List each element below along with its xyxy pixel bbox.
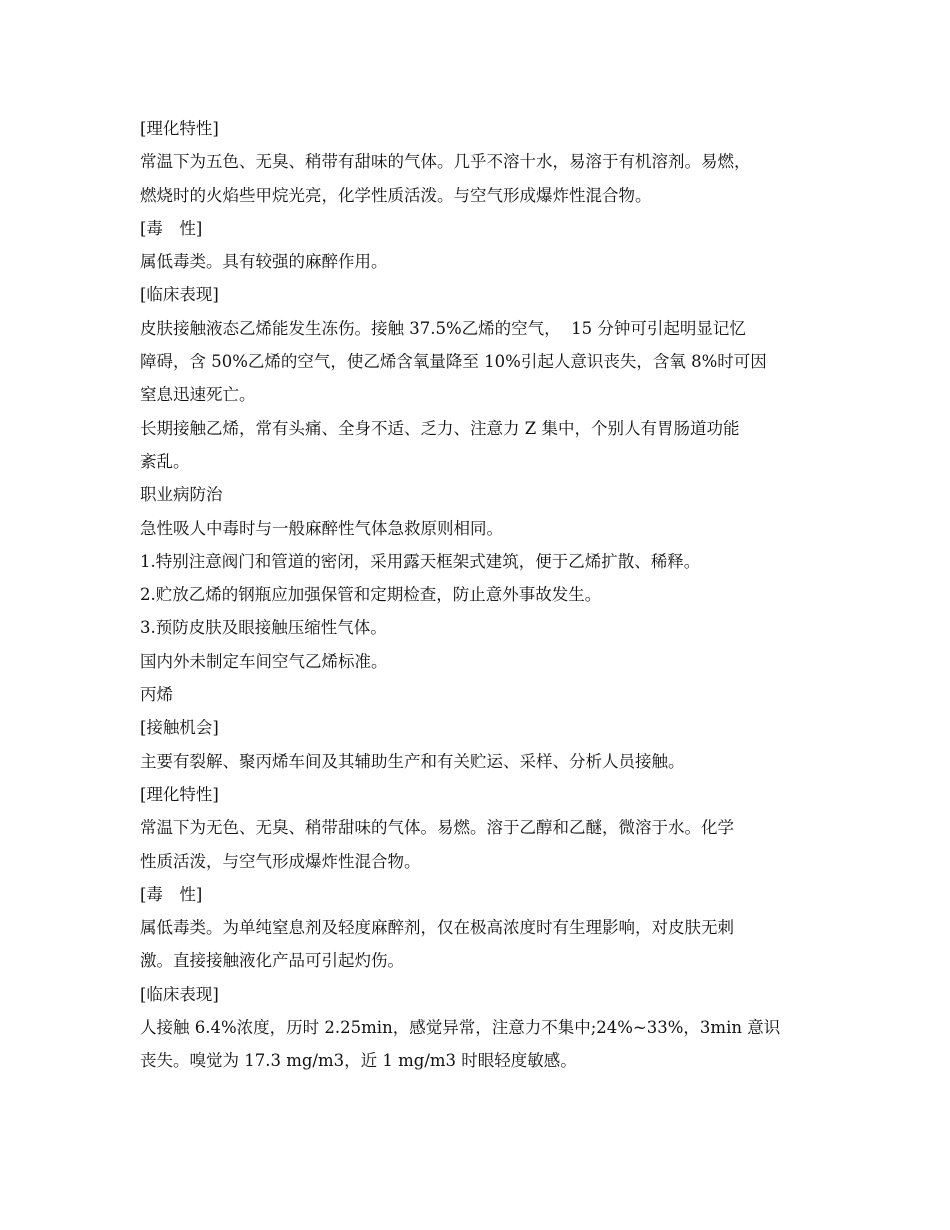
section-heading: [毒 性] (140, 218, 203, 238)
text-line: 急性吸人中毒时与一般麻醉性气体急救原则相同。 (140, 518, 503, 538)
section-heading: 丙烯 (140, 685, 173, 705)
text-line: 障碍，含 50%乙烯的空气，使乙烯含氧量降至 10%引起人意识丧失，含氧 8%时可因 (140, 352, 767, 372)
text-line: 紊乱。 (140, 451, 190, 471)
section-heading: [接触机会] (140, 718, 219, 738)
section-heading: [理化特性] (140, 784, 219, 804)
text-line: 激。直接接触液化产品可引起灼伤。 (140, 951, 404, 971)
text-line: 3.预防皮肤及眼接触压缩性气体。 (140, 618, 387, 638)
text-line: 丧失。嗅觉为 17.3 mg/m3，近 1 mg/m3 时眼轻度敏感。 (140, 1051, 577, 1071)
section-heading: [毒 性] (140, 884, 203, 904)
text-line: 2.贮放乙烯的钢瓶应加强保管和定期检查，防止意外事故发生。 (140, 585, 602, 605)
text-line: 常温下为无色、无臭、稍带甜味的气体。易燃。溶于乙醇和乙醚，微溶于水。化学 (140, 818, 734, 838)
text-line: 属低毒类。为单纯窒息剂及轻度麻醉剂，仅在极高浓度时有生理影响，对皮肤无刺 (140, 918, 734, 938)
text-line: 窒息迅速死亡。 (140, 385, 256, 405)
text-line: 国内外未制定车间空气乙烯标准。 (140, 651, 388, 671)
text-line: 1.特别注意阀门和管道的密闭，采用露天框架式建筑，便于乙烯扩散、稀释。 (140, 551, 701, 571)
text-line: 属低毒类。具有较强的麻醉作用。 (140, 252, 388, 272)
section-heading: [临床表现] (140, 285, 219, 305)
text-line: 人接触 6.4%浓度，历时 2.25min，感觉异常，注意力不集中;24%~33%，3min 意识 (140, 1018, 781, 1038)
text-line: 性质活泼，与空气形成爆炸性混合物。 (140, 851, 421, 871)
text-line: 皮肤接触液态乙烯能发生冻伤。接触 37.5%乙烯的空气， 15 分钟可引起明显记忆 (140, 318, 746, 338)
text-line: 燃烧时的火焰些甲烷光亮，化学性质活泼。与空气形成爆炸性混合物。 (140, 185, 652, 205)
document-page (140, 112, 830, 1078)
text-line: 常温下为五色、无臭、稍带有甜味的气体。几乎不溶十水，易溶于有机溶剂。易燃， (140, 152, 751, 172)
section-heading: [临床表现] (140, 984, 219, 1004)
section-heading: 职业病防治 (140, 485, 223, 505)
text-line: 主要有裂解、聚丙烯车间及其辅助生产和有关贮运、采样、分析人员接触。 (140, 751, 685, 771)
section-heading: [理化特性] (140, 119, 219, 138)
text-line: 长期接触乙烯，常有头痛、全身不适、乏力、注意力 Z 集中，个别人有胃肠道功能 (140, 418, 740, 438)
